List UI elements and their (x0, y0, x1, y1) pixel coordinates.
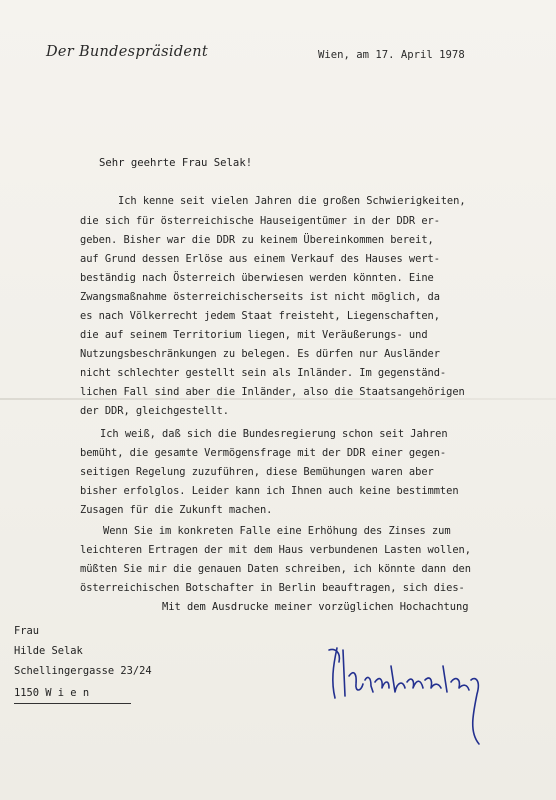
body-line: bemüht, die gesamte Vermögensfrage mit der DDR einer gegen- (80, 447, 447, 459)
paper-fold-line (0, 398, 556, 400)
body-line: lichen Fall sind aber die Inländer, also die Staatsangehörigen (80, 386, 465, 398)
letterhead: Der Bundespräsident (46, 44, 209, 60)
body-line: die sich für österreichische Hauseigentümer in der DDR er- (80, 215, 440, 227)
body-line: bisher erfolglos. Leider kann ich Ihnen auch keine bestimmten (80, 485, 459, 497)
address-city: 1150 W i e n (14, 687, 90, 699)
letter-date: Wien, am 17. April 1978 (318, 49, 465, 61)
address-salutation: Frau (14, 625, 40, 637)
address-street: Schellingergasse 23/24 (14, 665, 152, 677)
body-line: es nach Völkerrecht jedem Staat freisteht, Liegenschaften, (80, 310, 440, 322)
handwritten-signature (323, 636, 503, 746)
body-line: der DDR, gleichgestellt. (80, 405, 229, 417)
body-line: österreichischen Botschafter in Berlin beauftragen, sich dies- (80, 582, 465, 594)
body-line: müßten Sie mir die genauen Daten schreiben, ich könnte dann den (80, 563, 471, 575)
body-line: nicht schlechter gestellt sein als Inländer. Im gegenständ- (80, 367, 447, 379)
body-line: geben. Bisher war die DDR zu keinem Übereinkommen bereit, (80, 234, 434, 246)
body-line: auf Grund dessen Erlöse aus einem Verkauf des Hauses wert- (80, 253, 440, 265)
body-line: Ich kenne seit vielen Jahren die großen Schwierigkeiten, (118, 195, 466, 207)
salutation: Sehr geehrte Frau Selak! (99, 157, 253, 169)
body-line: Wenn Sie im konkreten Falle eine Erhöhung des Zinses zum (103, 525, 451, 537)
closing-formula: Mit dem Ausdrucke meiner vorzüglichen Hochachtung (162, 601, 469, 613)
body-line: Nutzungsbeschränkungen zu belegen. Es dürfen nur Ausländer (80, 348, 440, 360)
address-underline (14, 703, 131, 704)
body-line: Zwangsmaßnahme österreichischerseits ist nicht möglich, da (80, 291, 440, 303)
body-line: die auf seinem Territorium liegen, mit Veräußerungs- und (80, 329, 428, 341)
body-line: beständig nach Österreich überwiesen werden könnten. Eine (80, 272, 434, 284)
address-name: Hilde Selak (14, 645, 83, 657)
body-line: seitigen Regelung zuzuführen, diese Bemühungen waren aber (80, 466, 434, 478)
body-line: Zusagen für die Zukunft machen. (80, 504, 273, 516)
body-line: leichteren Ertragen der mit dem Haus verbundenen Lasten wollen, (80, 544, 471, 556)
body-line: Ich weiß, daß sich die Bundesregierung schon seit Jahren (100, 428, 448, 440)
